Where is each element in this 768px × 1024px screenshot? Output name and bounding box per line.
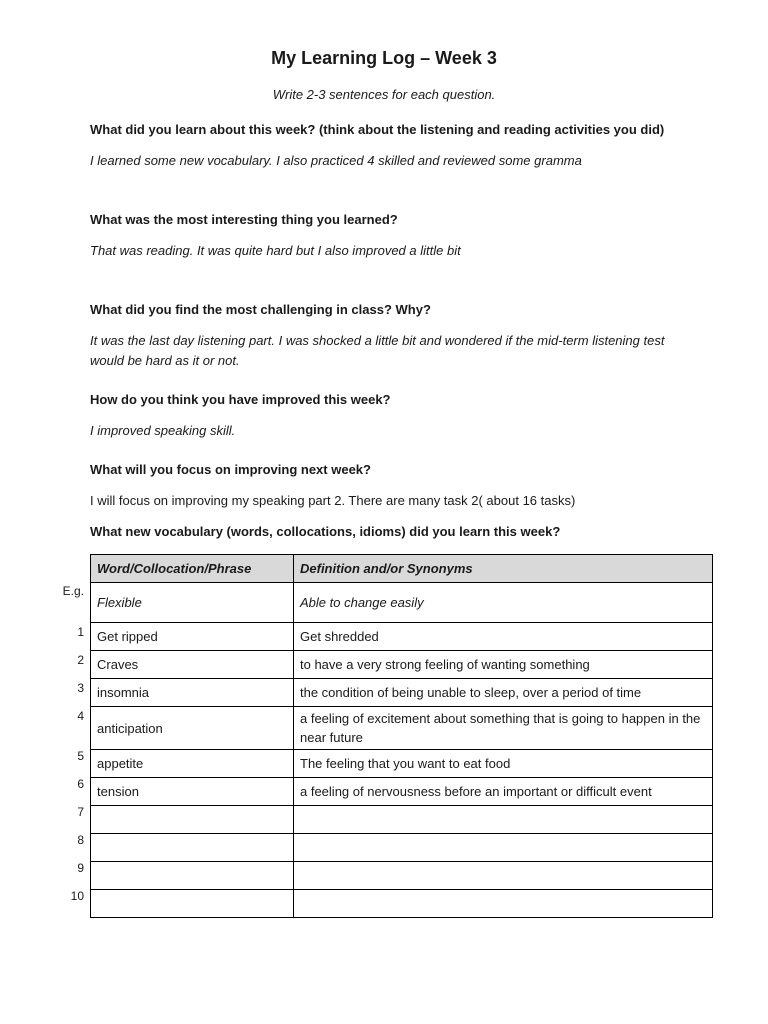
word-cell[interactable]: tension [91, 778, 294, 806]
word-cell[interactable] [91, 862, 294, 890]
word-cell[interactable]: insomnia [91, 679, 294, 707]
answer-1: I learned some new vocabulary. I also practiced 4 skilled and reviewed some gramma [90, 153, 582, 168]
word-cell[interactable] [91, 834, 294, 862]
table-row [91, 707, 713, 750]
definition-cell[interactable]: a feeling of excitement about something that is going to happen in the near future [294, 707, 713, 750]
row-number: 2 [77, 653, 84, 667]
word-cell[interactable]: Get ripped [91, 623, 294, 651]
word-cell[interactable]: anticipation [91, 707, 294, 750]
question-1: What did you learn about this week? (think about the listening and reading activities you did) [90, 122, 665, 137]
question-5: What will you focus on improving next week? [90, 462, 371, 477]
definition-cell[interactable]: to have a very strong feeling of wanting something [294, 651, 713, 679]
answer-4: I improved speaking skill. [90, 423, 236, 438]
definition-cell[interactable] [294, 890, 713, 918]
row-number: 10 [70, 889, 84, 903]
row-number: 3 [77, 681, 84, 695]
word-cell[interactable] [91, 890, 294, 918]
example-row [91, 583, 713, 623]
example-word: Flexible [91, 583, 294, 623]
table-row [91, 890, 713, 918]
row-number: 7 [77, 805, 84, 819]
answer-2: That was reading. It was quite hard but I also improved a little bit [90, 243, 461, 258]
definition-cell[interactable] [294, 862, 713, 890]
table-row [91, 679, 713, 707]
table-row [91, 651, 713, 679]
example-definition: Able to change easily [294, 583, 713, 623]
definition-cell[interactable]: the condition of being unable to sleep, over a period of time [294, 679, 713, 707]
table-row [91, 834, 713, 862]
table-row [91, 750, 713, 778]
question-6: What new vocabulary (words, collocations, idioms) did you learn this week? [90, 524, 561, 539]
answer-3: It was the last day listening part. I was shocked a little bit and wondered if the mid-term listening test would be hard as it or not. [90, 333, 665, 368]
table-row [91, 778, 713, 806]
header-word: Word/Collocation/Phrase [91, 555, 294, 583]
table-header-row [91, 555, 713, 583]
vocabulary-table [90, 554, 713, 918]
question-3: What did you find the most challenging in class? Why? [90, 302, 431, 317]
row-number: 8 [77, 833, 84, 847]
definition-cell[interactable]: a feeling of nervousness before an important or difficult event [294, 778, 713, 806]
word-cell[interactable] [91, 806, 294, 834]
word-cell[interactable]: Craves [91, 651, 294, 679]
definition-cell[interactable]: Get shredded [294, 623, 713, 651]
row-number: 6 [77, 777, 84, 791]
table-row [91, 623, 713, 651]
row-number: 5 [77, 749, 84, 763]
row-label-example: E.g. [62, 584, 84, 598]
question-2: What was the most interesting thing you learned? [90, 212, 398, 227]
question-4: How do you think you have improved this week? [90, 392, 391, 407]
word-cell[interactable]: appetite [91, 750, 294, 778]
row-number: 9 [77, 861, 84, 875]
table-row [91, 862, 713, 890]
instructions: Write 2-3 sentences for each question. [272, 87, 496, 102]
header-definition: Definition and/or Synonyms [294, 555, 713, 583]
row-number: 4 [77, 709, 84, 723]
definition-cell[interactable] [294, 834, 713, 862]
definition-cell[interactable]: The feeling that you want to eat food [294, 750, 713, 778]
table-row [91, 806, 713, 834]
page-title: My Learning Log – Week 3 [271, 48, 497, 68]
row-number: 1 [77, 625, 84, 639]
answer-5: I will focus on improving my speaking part 2. There are many task 2( about 16 tasks) [90, 493, 576, 508]
definition-cell[interactable] [294, 806, 713, 834]
